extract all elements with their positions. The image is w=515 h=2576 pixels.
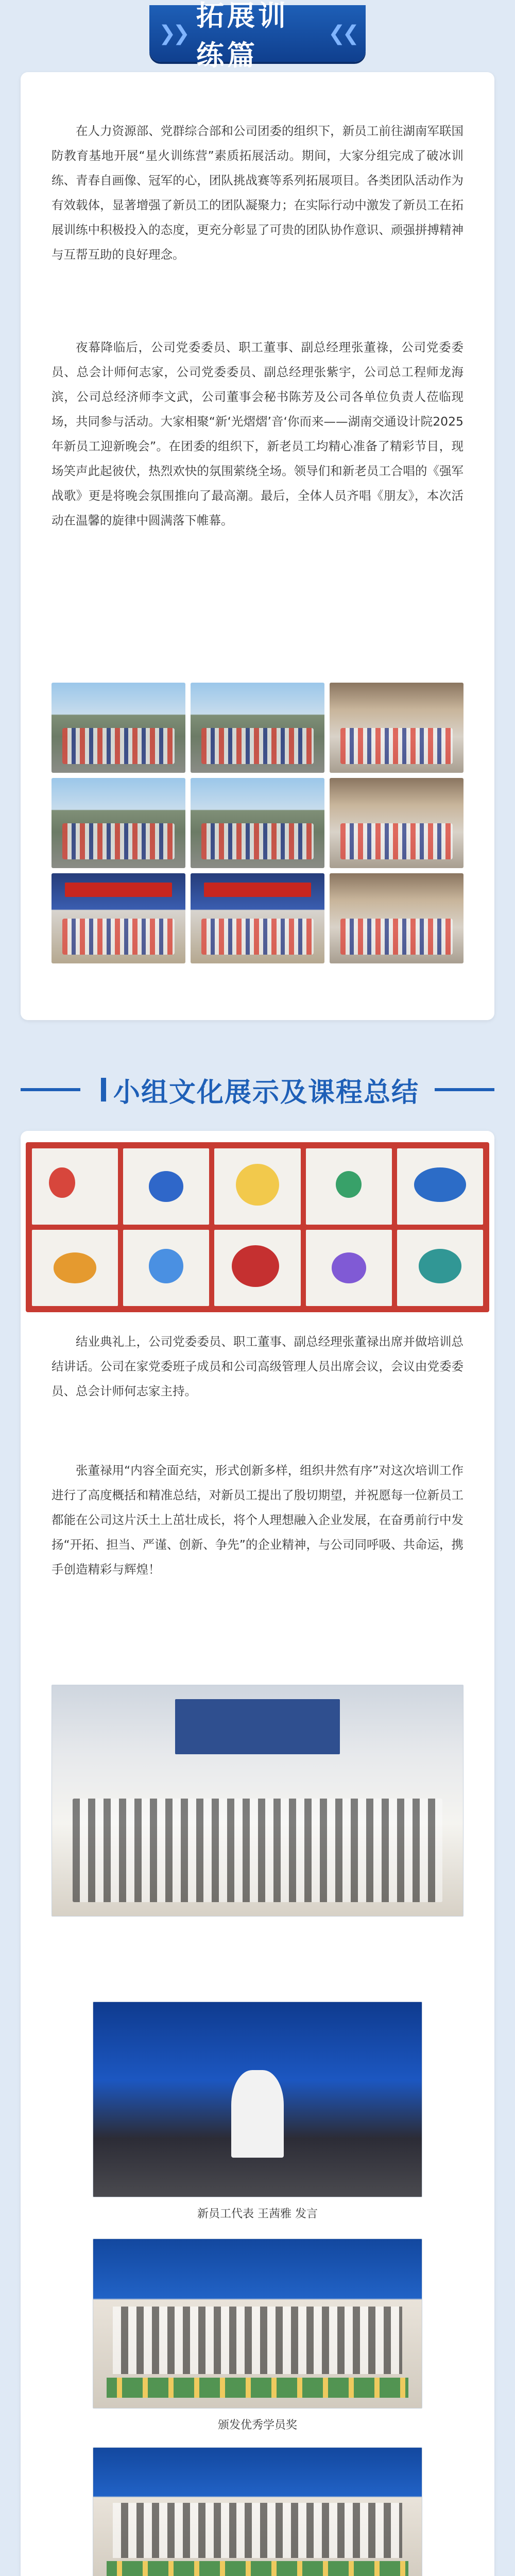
- section-heading: [21, 1059, 494, 1121]
- group-poster: [214, 1148, 300, 1225]
- group-poster: [214, 1230, 300, 1306]
- divider: [21, 1088, 80, 1091]
- group-poster: [397, 1230, 483, 1306]
- group-poster: [32, 1230, 118, 1306]
- section-title: 小组文化展示及课程总结: [113, 1077, 420, 1108]
- photo-student-award: [93, 2239, 422, 2409]
- photo-speaker: [93, 2002, 422, 2197]
- photo-grid: [52, 683, 464, 963]
- paragraph: 夜幕降临后，公司党委委员、职工董事、副总经理张董祿，公司党委委员、总会计师何志家，公司党委委员、副总经理张紫宇，公司总工程师龙海滨，公司总经济师李文武，公司董事会秘书陈芳及公司各单位负责人莅临现场，共同参与活动。大家相聚“新‘光熠熠’音‘你而来——湖南交通设计院2025年新员工迎新晚会”。在团委的组织下，新老员工均精心准备了精彩节目，现场笑声此起彼伏，热烈欢快的氛围萦绕全场。领导们和新老员工合唱的《强军战歌》更是将晚会氛围推向了最高潮。最后，全体人员齐唱《朋友》，本次活动在温馨的旋律中圆满落下帷幕。: [52, 340, 464, 528]
- photo: [52, 778, 185, 868]
- group-poster-wall: [26, 1142, 489, 1312]
- training-card: [21, 72, 494, 1020]
- photo: [330, 683, 464, 773]
- group-poster: [123, 1148, 209, 1225]
- section-title: 拓展训练篇: [196, 0, 289, 72]
- training-section: [21, 0, 494, 1028]
- group-poster: [397, 1148, 483, 1225]
- paragraph: 在人力资源部、党群综合部和公司团委的组织下，新员工前往湖南军联国防教育基地开展“星火训练营”素质拓展活动。期间，大家分组完成了破冰训练、青春自画像、冠军的心，团队挑战赛等系列拓展项目。各类团队活动作为有效载体，显著增强了新员工的团队凝聚力；在实际行动中激发了新员工在拓展训练中积极投入的态度，更充分彰显了可贵的团队协作意识、顽强拼搏精神与互帮互助的良好理念。: [52, 124, 464, 262]
- group-poster: [306, 1148, 392, 1225]
- photo: [52, 683, 185, 773]
- photo: [52, 873, 185, 963]
- paragraph: 张董禄用“内容全面充实，形式创新多样，组织井然有序”对这次培训工作进行了高度概括和精准总结，对新员工提出了殷切期望，并祝愿每一位新员工都能在公司这片沃土上茁壮成长，将个人理想融入企业发展，在奋勇前行中发扬“开拓、担当、严谨、创新、争先”的企业精神，与公司同呼吸、共命运，携手创造精彩与辉煌！: [52, 1463, 464, 1577]
- culture-card: [21, 1131, 494, 2576]
- heading-bar: [101, 1078, 106, 1101]
- photo-team-award: [93, 2447, 422, 2576]
- photo: [330, 873, 464, 963]
- group-poster: [306, 1230, 392, 1306]
- photo: [191, 778, 324, 868]
- double-chevron-right-icon: ❮❮: [328, 22, 356, 45]
- group-poster: [123, 1230, 209, 1306]
- divider: [435, 1088, 494, 1091]
- section-title-tab: [149, 0, 366, 72]
- culture-section: [21, 1059, 494, 2576]
- photo: [191, 873, 324, 963]
- photo: [330, 778, 464, 868]
- paragraph: 结业典礼上，公司党委委员、职工董事、副总经理张董禄出席并做培训总结讲话。公司在家党委班子成员和公司高级管理人员出席会议，会议由党委委员、总会计师何志家主持。: [52, 1334, 464, 1398]
- group-poster: [32, 1148, 118, 1225]
- double-chevron-left-icon: ❯❯: [159, 22, 187, 45]
- photo-caption: 颁发优秀学员奖: [217, 2419, 297, 2432]
- photo-caption: 新员工代表 王茜雅 发言: [197, 2208, 318, 2221]
- photo: [191, 683, 324, 773]
- photo-meeting: [52, 1685, 464, 1917]
